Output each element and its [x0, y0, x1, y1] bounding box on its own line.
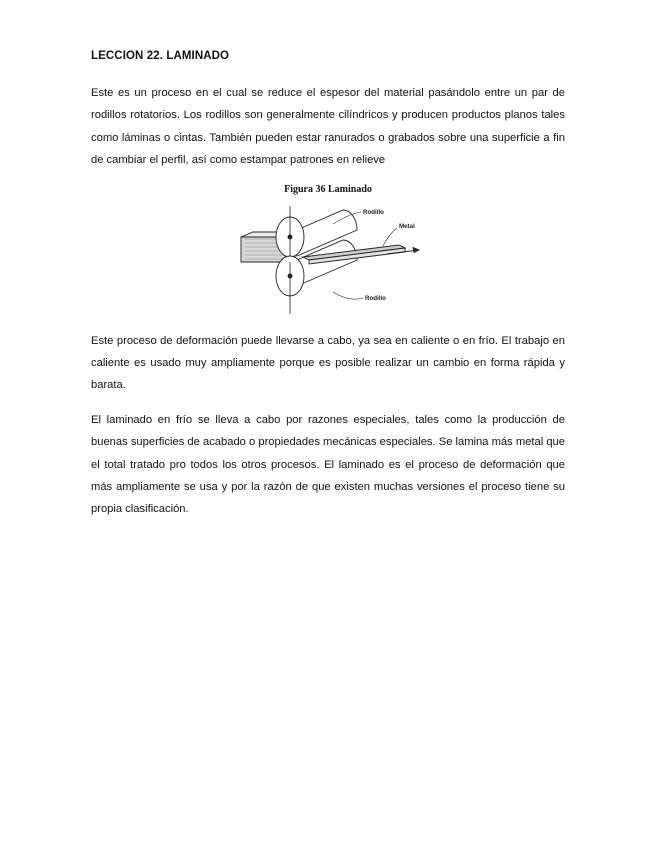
- document-page: [91, 50, 565, 521]
- lesson-title: LECCION 22. LAMINADO: [91, 50, 230, 62]
- paragraph-hot-cold: Este proceso de deformación puede llevarse a cabo, ya sea en caliente o en frío. El trabajo en caliente es usado muy ampliamente porque es posible realizar un cambio en forma rápida y barata.: [91, 334, 565, 392]
- paragraph-intro: Este es un proceso en el cual se reduce el espesor del material pasándolo entre un par de rodillos rotatorios. Los rodillos son generalmente cilíndricos y producen productos planos tales como láminas o cintas. También pueden estar ranurados o grabados sobre una superficie a fin de cambiar el perfil, así como estampar patrones en relieve: [91, 87, 565, 167]
- label-top-roll: Rodillo: [363, 208, 384, 216]
- paragraph-cold-rolling: El laminado en frío se lleva a cabo por razones especiales, tales como la producción de buenas superficies de acabado o propiedades mecánicas especiales. Se lamina más metal que el total tratado pro todos los otros procesos. El laminado es el proceso de deformación que más ampliamente se usa y por la razón de que existen muchas versiones el proceso tiene su propia clasificación.: [91, 413, 565, 516]
- figure-caption: Figura 36 Laminado: [284, 183, 372, 195]
- figure-laminado: [91, 184, 565, 324]
- label-bottom-roll: Rodillo: [365, 294, 386, 302]
- rolling-diagram: [237, 202, 427, 320]
- label-metal: Metal: [399, 222, 415, 230]
